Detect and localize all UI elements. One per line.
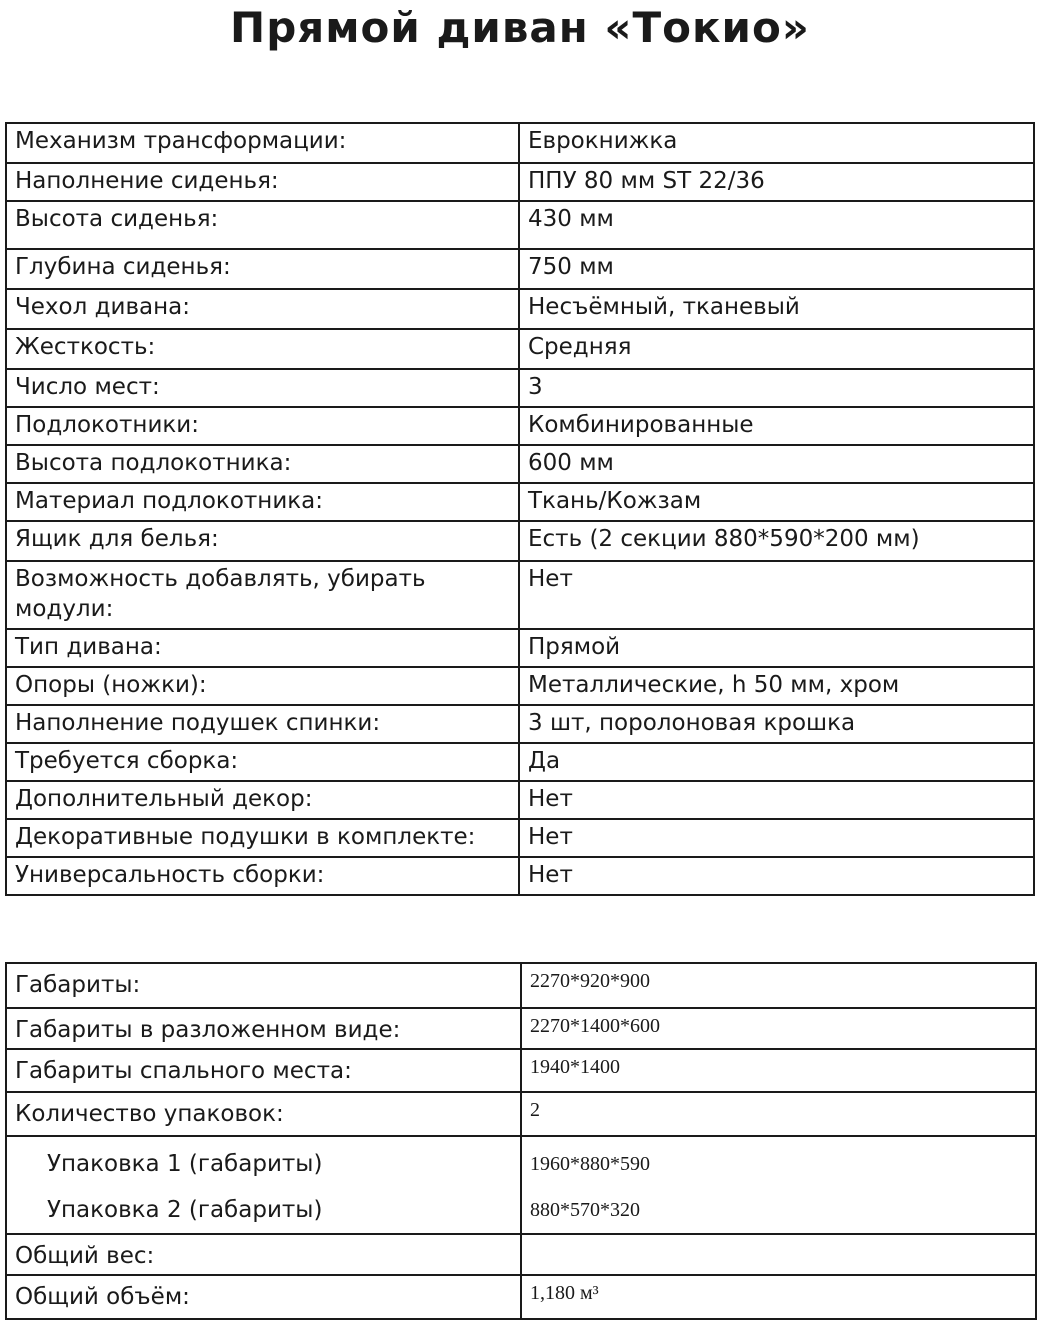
specs-table	[5, 122, 1035, 896]
table-row	[6, 445, 1034, 483]
spec-label: Подлокотники:	[6, 407, 519, 445]
spec-label: Декоративные подушки в комплекте:	[6, 819, 519, 857]
dimensions-value: 2270*920*900	[521, 963, 1036, 1008]
table-row	[6, 289, 1034, 329]
dimensions-value: 2270*1400*600	[521, 1008, 1036, 1049]
spec-value: Да	[519, 743, 1034, 781]
table-row	[6, 781, 1034, 819]
spec-value: Средняя	[519, 329, 1034, 369]
packages-values	[521, 1136, 1036, 1234]
table-row	[6, 1092, 1036, 1136]
page-title: Прямой диван «Токио»	[230, 3, 810, 52]
table-row	[6, 521, 1034, 561]
package-1-label: Упаковка 1 (габариты)	[47, 1151, 323, 1177]
table-row	[6, 369, 1034, 407]
table-row	[6, 629, 1034, 667]
dimensions-label: Общий вес:	[6, 1234, 521, 1275]
spec-value: Ткань/Кожзам	[519, 483, 1034, 521]
spec-label: Возможность добавлять, убирать модули:	[6, 561, 519, 629]
spec-value: 3	[519, 369, 1034, 407]
spec-value: 750 мм	[519, 249, 1034, 289]
spec-value: Нет	[519, 561, 1034, 629]
spec-value: Еврокнижка	[519, 123, 1034, 163]
spec-label: Чехол дивана:	[6, 289, 519, 329]
spec-value: Нет	[519, 857, 1034, 895]
spec-value: Нет	[519, 781, 1034, 819]
spec-value: 600 мм	[519, 445, 1034, 483]
table-row	[6, 667, 1034, 705]
table-row	[6, 1136, 1036, 1234]
dimensions-value: 1940*1400	[521, 1049, 1036, 1092]
table-row	[6, 163, 1034, 201]
table-row	[6, 483, 1034, 521]
spec-value: Несъёмный, тканевый	[519, 289, 1034, 329]
spec-label: Число мест:	[6, 369, 519, 407]
package-2-label: Упаковка 2 (габариты)	[47, 1197, 323, 1223]
table-row	[6, 407, 1034, 445]
table-row	[6, 329, 1034, 369]
spec-label: Высота подлокотника:	[6, 445, 519, 483]
spec-value: 430 мм	[519, 201, 1034, 249]
package-1-value: 1960*880*590	[530, 1153, 650, 1175]
dimensions-label: Габариты в разложенном виде:	[6, 1008, 521, 1049]
table-row	[6, 249, 1034, 289]
spec-label: Требуется сборка:	[6, 743, 519, 781]
dimensions-value: 2	[521, 1092, 1036, 1136]
table-row	[6, 1008, 1036, 1049]
spec-label: Высота сиденья:	[6, 201, 519, 249]
table-row	[6, 123, 1034, 163]
table-row	[6, 743, 1034, 781]
spec-label: Наполнение сиденья:	[6, 163, 519, 201]
table-row	[6, 963, 1036, 1008]
spec-value: 3 шт, поролоновая крошка	[519, 705, 1034, 743]
table-row	[6, 1049, 1036, 1092]
table-row	[6, 857, 1034, 895]
spec-label: Универсальность сборки:	[6, 857, 519, 895]
dimensions-value: 1,180 м³	[521, 1275, 1036, 1319]
spec-value: Металлические, h 50 мм, хром	[519, 667, 1034, 705]
spec-value: Прямой	[519, 629, 1034, 667]
dimensions-value	[521, 1234, 1036, 1275]
table-row	[6, 705, 1034, 743]
spec-value: Комбинированные	[519, 407, 1034, 445]
spec-value: Есть (2 секции 880*590*200 мм)	[519, 521, 1034, 561]
packages-labels	[6, 1136, 521, 1234]
dimensions-label: Общий объём:	[6, 1275, 521, 1319]
spec-label: Опоры (ножки):	[6, 667, 519, 705]
dimensions-label: Количество упаковок:	[6, 1092, 521, 1136]
spec-label: Ящик для белья:	[6, 521, 519, 561]
table-row	[6, 201, 1034, 249]
table-row	[6, 819, 1034, 857]
table-row	[6, 1234, 1036, 1275]
spec-label: Жесткость:	[6, 329, 519, 369]
spec-value: Нет	[519, 819, 1034, 857]
table-row	[6, 1275, 1036, 1319]
dimensions-label: Габариты:	[6, 963, 521, 1008]
spec-label: Глубина сиденья:	[6, 249, 519, 289]
table-row	[6, 561, 1034, 629]
spec-label: Тип дивана:	[6, 629, 519, 667]
dimensions-table	[5, 962, 1037, 1320]
package-2-value: 880*570*320	[530, 1199, 640, 1221]
dimensions-label: Габариты спального места:	[6, 1049, 521, 1092]
spec-value: ППУ 80 мм ST 22/36	[519, 163, 1034, 201]
spec-label: Дополнительный декор:	[6, 781, 519, 819]
spec-label: Наполнение подушек спинки:	[6, 705, 519, 743]
spec-label: Материал подлокотника:	[6, 483, 519, 521]
spec-label: Механизм трансформации:	[6, 123, 519, 163]
